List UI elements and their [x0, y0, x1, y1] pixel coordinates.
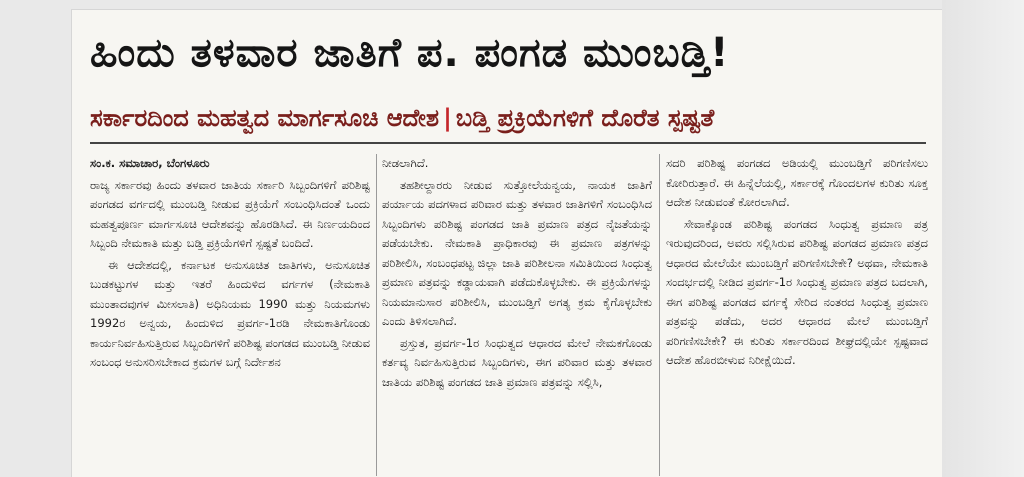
paragraph: ಸದರಿ ಪರಿಶಿಷ್ಟ ಪಂಗಡದ ಅಡಿಯಲ್ಲಿ ಮುಂಬಡ್ತಿಗೆ ಪರಿಗಣಿಸಲು ಕೋರಿರುತ್ತಾರೆ. ಈ ಹಿನ್ನೆಲೆಯಲ್ಲಿ, ಸರ್ಕಾರಕ್ಕೆ ಗೊಂದಲಗಳ ಕುರಿತು ಸೂಕ್ತ ಆದೇಶ ನೀಡುವಂತೆ ಕೋರಲಾಗಿದೆ.: [666, 156, 928, 209]
paragraph: ಪ್ರಸ್ತುತ, ಪ್ರವರ್ಗ-1ರ ಸಿಂಧುತ್ವದ ಆಧಾರದ ಮೇಲೆ ನೇಮಕಗೊಂಡು ಕರ್ತವ್ಯ ನಿರ್ವಹಿಸುತ್ತಿರುವ ಸಿಬ್ಬಂದಿಗಳು, ಈಗ ಪರಿವಾರ ಮತ್ತು ತಳವಾರ ಜಾತಿಯ ಪರಿಶಿಷ್ಟ ಪಂಗಡದ ಜಾತಿ ಪ್ರಮಾಣ ಪತ್ರವನ್ನು ಸಲ್ಲಿಸಿ,: [382, 335, 652, 389]
paragraph: ನೀಡಲಾಗಿದೆ.: [382, 156, 429, 170]
paragraph: ಈ ಆದೇಶದಲ್ಲಿ, ಕರ್ನಾಟಕ ಅನುಸೂಚಿತ ಜಾತಿಗಳು, ಅನುಸೂಚಿತ ಬುಡಕಟ್ಟುಗಳ ಮತ್ತು ಇತರೆ ಹಿಂದುಳಿದ ವರ್ಗಗಳ (ನೇಮಕಾತಿ ಮುಂತಾದವುಗಳ ಮೀಸಲಾತಿ) ಅಧಿನಿಯಮ 1990 ಮತ್ತು ನಿಯಮಗಳು 1992ರ ಅನ್ವಯ, ಹಿಂದುಳಿದ ಪ್ರವರ್ಗ-1ರಡಿ ನೇಮಕಾತಿಗೊಂಡು ಕಾರ್ಯನಿರ್ವಹಿಸುತ್ತಿರುವ ಸಿಬ್ಬಂದಿಗಳಿಗೆ ಪರಿಶಿಷ್ಟ ಪಂಗಡದ ಮುಂಬಡ್ತಿ ನೀಡುವ ಸಂಬಂಧ ಅನುಸರಿಸಬೇಕಾದ ಕ್ರಮಗಳ ಬಗ್ಗೆ ನಿರ್ದೇಶನ: [90, 257, 370, 369]
byline: ಸಂ.ಕ. ಸಮಾಚಾರ, ಬೆಂಗಳೂರು: [90, 156, 210, 170]
paragraph: ಸೇವಾಕ್ಕೊಂಡ ಪರಿಶಿಷ್ಟ ಪಂಗಡದ ಸಿಂಧುತ್ವ ಪ್ರಮಾಣ ಪತ್ರ ಇರುವುದರಿಂದ, ಅವರು ಸಲ್ಲಿಸಿರುವ ಪರಿಶಿಷ್ಟ ಪಂಗಡದ ಪ್ರಮಾಣ ಪತ್ರದ ಆಧಾರದ ಮೇಲೆಯೇ ಮುಂಬಡ್ತಿಗೆ ಪರಿಗಣಿಸಬೇಕೇ? ಅಥವಾ, ನೇಮಕಾತಿ ಸಂದರ್ಭದಲ್ಲಿ ನೀಡಿದ ಪ್ರವರ್ಗ-1ರ ಸಿಂಧುತ್ವ ಪ್ರಮಾಣ ಪತ್ರದ ಬದಲಾಗಿ, ಈಗ ಪರಿಶಿಷ್ಟ ಪಂಗಡದ ವರ್ಗಕ್ಕೆ ಸೇರಿದ ನಂತರದ ಸಿಂಧುತ್ವ ಪ್ರಮಾಣ ಪತ್ರವನ್ನು ಪಡೆದು, ಅದರ ಆಧಾರದ ಮೇಲೆ ಮುಂಬಡ್ತಿಗೆ ಪರಿಗಣಿಸಬೇಕೇ? ಈ ಕುರಿತು ಸರ್ಕಾರದಿಂದ ಶೀಘ್ರದಲ್ಲಿಯೇ ಸ್ಪಷ್ಟವಾದ ಆದೇಶ ಹೊರಬೀಳುವ ನಿರೀಕ್ಷೆಯಿದೆ.: [666, 216, 928, 367]
newspaper-clipping: [72, 10, 942, 477]
column-divider: [376, 154, 377, 476]
header-rule: [90, 142, 926, 144]
background-edge: [942, 0, 1024, 477]
article-column-2: [382, 154, 652, 476]
article-column-1: [90, 154, 370, 476]
column-divider: [659, 154, 660, 476]
subhead-right: ಬಡ್ತಿ ಪ್ರಕ್ರಿಯೆಗಳಿಗೆ ದೊರೆತ ಸ್ಪಷ್ಟತೆ: [455, 104, 715, 132]
subhead-left: ಸರ್ಕಾರದಿಂದ ಮಹತ್ವದ ಮಾರ್ಗಸೂಚಿ ಆದೇಶ: [90, 104, 440, 132]
paragraph: ತಹಶೀಲ್ದಾರರು ನೀಡುವ ಸುತ್ತೋಲೆಯನ್ವಯ, ನಾಯಕ ಜಾತಿಗೆ ಪರ್ಯಾಯ ಪದಗಳಾದ ಪರಿವಾರ ಮತ್ತು ತಳವಾರ ಜಾತಿಗಳಿಗೆ ಸಂಬಂಧಿಸಿದ ಸಿಬ್ಬಂದಿಗಳು ಪರಿಶಿಷ್ಟ ಪಂಗಡದ ಜಾತಿ ಪ್ರಮಾಣ ಪತ್ರದ ನೈಜತೆಯನ್ನು ಪಡೆಯಬೇಕು. ನೇಮಕಾತಿ ಪ್ರಾಧಿಕಾರವು ಈ ಪ್ರಮಾಣ ಪತ್ರಗಳನ್ನು ಪರಿಶೀಲಿಸಿ, ಸಂಬಂಧಪಟ್ಟ ಜಿಲ್ಲಾ ಜಾತಿ ಪರಿಶೀಲನಾ ಸಮಿತಿಯಿಂದ ಸಿಂಧುತ್ವ ಪ್ರಮಾಣ ಪತ್ರವನ್ನು ಕಡ್ಡಾಯವಾಗಿ ಪಡೆದುಕೊಳ್ಳಬೇಕು. ಈ ಪ್ರಕ್ರಿಯೆಗಳನ್ನು ನಿಯಮಾನುಸಾರ ಪರಿಶೀಲಿಸಿ, ಮುಂಬಡ್ತಿಗೆ ಅಗತ್ಯ ಕ್ರಮ ಕೈಗೊಳ್ಳಬೇಕು ಎಂದು ತಿಳಿಸಲಾಗಿದೆ.: [382, 177, 652, 328]
subheadline: [90, 98, 940, 138]
headline: ಹಿಂದು ತಳವಾರ ಜಾತಿಗೆ ಪ. ಪಂಗಡ ಮುಂಬಡ್ತಿ!: [90, 30, 730, 76]
subhead-separator: |: [443, 104, 452, 132]
paragraph: ರಾಜ್ಯ ಸರ್ಕಾರವು ಹಿಂದು ತಳವಾರ ಜಾತಿಯ ಸರ್ಕಾರಿ ಸಿಬ್ಬಂದಿಗಳಿಗೆ ಪರಿಶಿಷ್ಟ ಪಂಗಡದ ವರ್ಗದಲ್ಲಿ ಮುಂಬಡ್ತಿ ನೀಡುವ ಪ್ರಕ್ರಿಯೆಗೆ ಸಂಬಂಧಿಸಿದಂತೆ ಒಂದು ಮಹತ್ವಪೂರ್ಣ ಮಾರ್ಗಸೂಚಿ ಆದೇಶವನ್ನು ಹೊರಡಿಸಿದೆ. ಈ ನಿರ್ಣಯದಿಂದ ಸಿಬ್ಬಂದಿ ನೇಮಕಾತಿ ಮತ್ತು ಬಡ್ತಿ ಪ್ರಕ್ರಿಯೆಗಳಿಗೆ ಸ್ಪಷ್ಟತೆ ಬಂದಿದೆ.: [90, 177, 370, 250]
article-column-3: [666, 154, 928, 476]
